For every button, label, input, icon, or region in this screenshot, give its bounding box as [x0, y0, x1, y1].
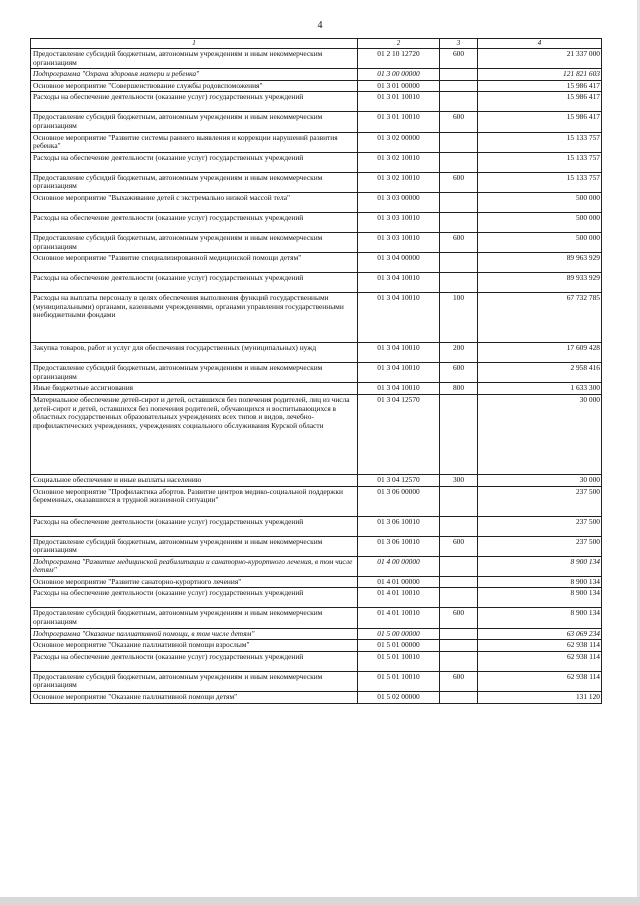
row-code-cell: 01 5 00 00000 — [358, 628, 440, 640]
row-code-cell: 01 5 01 10010 — [358, 671, 440, 691]
row-kind-cell: 600 — [440, 608, 478, 628]
row-amount-cell: 63 069 234 — [478, 628, 602, 640]
row-kind-cell — [440, 576, 478, 588]
row-name-cell: Основное мероприятие "Оказание паллиативной помощи детям" — [31, 692, 358, 704]
budget-table — [30, 38, 602, 704]
row-amount-cell: 89 933 929 — [478, 273, 602, 293]
row-amount-cell: 15 133 757 — [478, 152, 602, 172]
row-name-cell: Подпрограмма "Охрана здоровья матери и ребенка" — [31, 69, 358, 81]
row-kind-cell — [440, 273, 478, 293]
row-code-cell: 01 3 04 10010 — [358, 343, 440, 363]
row-kind-cell — [440, 394, 478, 474]
row-code-cell: 01 3 01 00000 — [358, 80, 440, 92]
row-amount-cell: 500 000 — [478, 232, 602, 252]
row-code-cell: 01 3 01 10010 — [358, 92, 440, 112]
row-kind-cell: 300 — [440, 474, 478, 486]
row-amount-cell: 2 958 416 — [478, 363, 602, 383]
row-code-cell: 01 3 04 10010 — [358, 293, 440, 343]
row-kind-cell: 600 — [440, 172, 478, 192]
table-row — [31, 516, 602, 536]
table-row — [31, 692, 602, 704]
row-kind-cell — [440, 628, 478, 640]
row-name-cell: Материальное обеспечение детей-сирот и детей, оставшихся без попечения родителей, лиц из числа детей-сирот и детей, оставшихся без попечения родителей, обучающихся и воспитывающихся в областных государственных образовательных учреждениях всех типов и видов, лечебно-профилактических учреждениях, учреждениях социального обслуживания Курской области — [31, 394, 358, 474]
table-row — [31, 212, 602, 232]
table-row — [31, 80, 602, 92]
row-amount-cell: 121 821 603 — [478, 69, 602, 81]
table-row — [31, 152, 602, 172]
header-col-4: 4 — [478, 39, 602, 49]
row-kind-cell: 600 — [440, 232, 478, 252]
table-row — [31, 343, 602, 363]
row-name-cell: Предоставление субсидий бюджетным, автономным учреждениям и иным некоммерческим организациям — [31, 671, 358, 691]
table-row — [31, 112, 602, 132]
row-name-cell: Подпрограмма "Развитие медицинской реабилитации и санаторно-курортного лечения, в том числе детям" — [31, 556, 358, 576]
table-row — [31, 486, 602, 516]
row-name-cell: Предоставление субсидий бюджетным, автономным учреждениям и иным некоммерческим организациям — [31, 536, 358, 556]
row-name-cell: Основное мероприятие "Совершенствование службы родовспоможения" — [31, 80, 358, 92]
row-code-cell: 01 3 02 10010 — [358, 172, 440, 192]
table-row — [31, 192, 602, 212]
page-number: 4 — [317, 20, 323, 31]
row-code-cell: 01 3 01 10010 — [358, 112, 440, 132]
row-code-cell: 01 3 06 00000 — [358, 486, 440, 516]
header-col-2: 2 — [358, 39, 440, 49]
row-code-cell: 01 3 04 10010 — [358, 273, 440, 293]
row-amount-cell: 8 900 134 — [478, 576, 602, 588]
row-kind-cell — [440, 92, 478, 112]
row-code-cell: 01 3 03 00000 — [358, 192, 440, 212]
row-code-cell: 01 3 04 10010 — [358, 383, 440, 395]
table-row — [31, 132, 602, 152]
row-kind-cell: 600 — [440, 671, 478, 691]
row-kind-cell — [440, 692, 478, 704]
row-name-cell: Основное мероприятие "Профилактика абортов. Развитие центров медико-социальной поддержки беременных, оказавшихся в трудной жизненной ситуации" — [31, 486, 358, 516]
row-kind-cell — [440, 640, 478, 652]
row-name-cell: Расходы на выплаты персоналу в целях обеспечения выполнения функций государственными (муниципальными) органами, казенными учреждениями, органами управления государственными внебюджетными фондами — [31, 293, 358, 343]
row-amount-cell: 237 500 — [478, 516, 602, 536]
table-row — [31, 273, 602, 293]
row-name-cell: Расходы на обеспечение деятельности (оказание услуг) государственных учреждений — [31, 588, 358, 608]
row-name-cell: Предоставление субсидий бюджетным, автономным учреждениям и иным некоммерческим организациям — [31, 49, 358, 69]
row-code-cell: 01 3 03 10010 — [358, 232, 440, 252]
row-name-cell: Основное мероприятие "Развитие специализированной медицинской помощи детям" — [31, 253, 358, 273]
row-kind-cell — [440, 152, 478, 172]
table-row — [31, 608, 602, 628]
row-kind-cell: 800 — [440, 383, 478, 395]
row-kind-cell — [440, 253, 478, 273]
row-amount-cell: 89 963 929 — [478, 253, 602, 273]
table-row — [31, 394, 602, 474]
table-row — [31, 383, 602, 395]
row-amount-cell: 15 133 757 — [478, 172, 602, 192]
row-amount-cell: 15 986 417 — [478, 80, 602, 92]
row-code-cell: 01 4 01 00000 — [358, 576, 440, 588]
row-amount-cell: 15 986 417 — [478, 112, 602, 132]
table-row — [31, 92, 602, 112]
table-row — [31, 536, 602, 556]
header-col-1: 1 — [31, 39, 358, 49]
row-amount-cell: 8 900 134 — [478, 588, 602, 608]
row-kind-cell: 600 — [440, 536, 478, 556]
row-name-cell: Предоставление субсидий бюджетным, автономным учреждениям и иным некоммерческим организациям — [31, 112, 358, 132]
table-row — [31, 253, 602, 273]
table-row — [31, 69, 602, 81]
row-name-cell: Иные бюджетные ассигнования — [31, 383, 358, 395]
row-name-cell: Подпрограмма "Оказание паллиативной помощи, в том числе детям" — [31, 628, 358, 640]
row-kind-cell — [440, 192, 478, 212]
row-code-cell: 01 3 06 10010 — [358, 536, 440, 556]
row-name-cell: Расходы на обеспечение деятельности (оказание услуг) государственных учреждений — [31, 516, 358, 536]
table-body — [31, 49, 602, 704]
row-kind-cell: 200 — [440, 343, 478, 363]
row-code-cell: 01 3 04 12570 — [358, 474, 440, 486]
row-amount-cell: 62 938 114 — [478, 651, 602, 671]
row-amount-cell: 15 133 757 — [478, 132, 602, 152]
table-header-row — [31, 39, 602, 49]
row-name-cell: Расходы на обеспечение деятельности (оказание услуг) государственных учреждений — [31, 152, 358, 172]
row-amount-cell: 500 000 — [478, 212, 602, 232]
row-name-cell: Социальное обеспечение и иные выплаты населению — [31, 474, 358, 486]
row-amount-cell: 8 900 134 — [478, 556, 602, 576]
row-name-cell: Расходы на обеспечение деятельности (оказание услуг) государственных учреждений — [31, 92, 358, 112]
table-row — [31, 293, 602, 343]
row-amount-cell: 15 986 417 — [478, 92, 602, 112]
table-row — [31, 588, 602, 608]
row-name-cell: Расходы на обеспечение деятельности (оказание услуг) государственных учреждений — [31, 212, 358, 232]
row-kind-cell: 600 — [440, 112, 478, 132]
row-name-cell: Предоставление субсидий бюджетным, автономным учреждениям и иным некоммерческим организациям — [31, 172, 358, 192]
row-amount-cell: 30 000 — [478, 394, 602, 474]
row-code-cell: 01 5 02 00000 — [358, 692, 440, 704]
row-amount-cell: 237 500 — [478, 536, 602, 556]
row-kind-cell — [440, 651, 478, 671]
row-kind-cell — [440, 556, 478, 576]
row-code-cell: 01 3 04 00000 — [358, 253, 440, 273]
row-code-cell: 01 3 04 12570 — [358, 394, 440, 474]
row-kind-cell — [440, 486, 478, 516]
row-amount-cell: 237 500 — [478, 486, 602, 516]
row-code-cell: 01 4 01 10010 — [358, 608, 440, 628]
row-code-cell: 01 4 00 00000 — [358, 556, 440, 576]
row-kind-cell: 100 — [440, 293, 478, 343]
row-code-cell: 01 3 06 10010 — [358, 516, 440, 536]
row-name-cell: Закупка товаров, работ и услуг для обеспечения государственных (муниципальных) нужд — [31, 343, 358, 363]
row-name-cell: Предоставление субсидий бюджетным, автономным учреждениям и иным некоммерческим организациям — [31, 232, 358, 252]
table-row — [31, 651, 602, 671]
table-row — [31, 232, 602, 252]
row-code-cell: 01 4 01 10010 — [358, 588, 440, 608]
row-kind-cell — [440, 588, 478, 608]
row-amount-cell: 62 938 114 — [478, 671, 602, 691]
row-name-cell: Основное мероприятие "Оказание паллиативной помощи взрослым" — [31, 640, 358, 652]
row-kind-cell: 600 — [440, 363, 478, 383]
table-row — [31, 556, 602, 576]
row-name-cell: Расходы на обеспечение деятельности (оказание услуг) государственных учреждений — [31, 273, 358, 293]
header-col-3: 3 — [440, 39, 478, 49]
row-code-cell: 01 3 04 10010 — [358, 363, 440, 383]
row-amount-cell: 21 337 000 — [478, 49, 602, 69]
row-code-cell: 01 3 02 00000 — [358, 132, 440, 152]
row-name-cell: Основное мероприятие "Развитие системы раннего выявления и коррекции нарушений развития ребенка" — [31, 132, 358, 152]
row-amount-cell: 8 900 134 — [478, 608, 602, 628]
row-amount-cell: 1 633 300 — [478, 383, 602, 395]
row-kind-cell — [440, 212, 478, 232]
table-row — [31, 474, 602, 486]
row-amount-cell: 500 000 — [478, 192, 602, 212]
row-amount-cell: 17 609 428 — [478, 343, 602, 363]
row-amount-cell: 67 732 785 — [478, 293, 602, 343]
row-code-cell: 01 2 10 12720 — [358, 49, 440, 69]
table-row — [31, 172, 602, 192]
row-kind-cell — [440, 516, 478, 536]
table-row — [31, 576, 602, 588]
row-amount-cell: 62 938 114 — [478, 640, 602, 652]
row-name-cell: Основное мероприятие "Развитие санаторно-курортного лечения" — [31, 576, 358, 588]
row-name-cell: Расходы на обеспечение деятельности (оказание услуг) государственных учреждений — [31, 651, 358, 671]
row-amount-cell: 131 120 — [478, 692, 602, 704]
row-name-cell: Предоставление субсидий бюджетным, автономным учреждениям и иным некоммерческим организациям — [31, 363, 358, 383]
table-row — [31, 671, 602, 691]
row-name-cell: Предоставление субсидий бюджетным, автономным учреждениям и иным некоммерческим организациям — [31, 608, 358, 628]
row-code-cell: 01 5 01 10010 — [358, 651, 440, 671]
table-row — [31, 628, 602, 640]
table-row — [31, 49, 602, 69]
row-name-cell: Основное мероприятие "Выхаживание детей с экстремально низкой массой тела" — [31, 192, 358, 212]
scan-bottom-band — [0, 897, 640, 905]
row-code-cell: 01 3 03 10010 — [358, 212, 440, 232]
table-row — [31, 363, 602, 383]
row-code-cell: 01 5 01 00000 — [358, 640, 440, 652]
row-kind-cell: 600 — [440, 49, 478, 69]
row-code-cell: 01 3 00 00000 — [358, 69, 440, 81]
table-row — [31, 640, 602, 652]
row-kind-cell — [440, 80, 478, 92]
row-amount-cell: 30 000 — [478, 474, 602, 486]
row-kind-cell — [440, 69, 478, 81]
row-kind-cell — [440, 132, 478, 152]
row-code-cell: 01 3 02 10010 — [358, 152, 440, 172]
